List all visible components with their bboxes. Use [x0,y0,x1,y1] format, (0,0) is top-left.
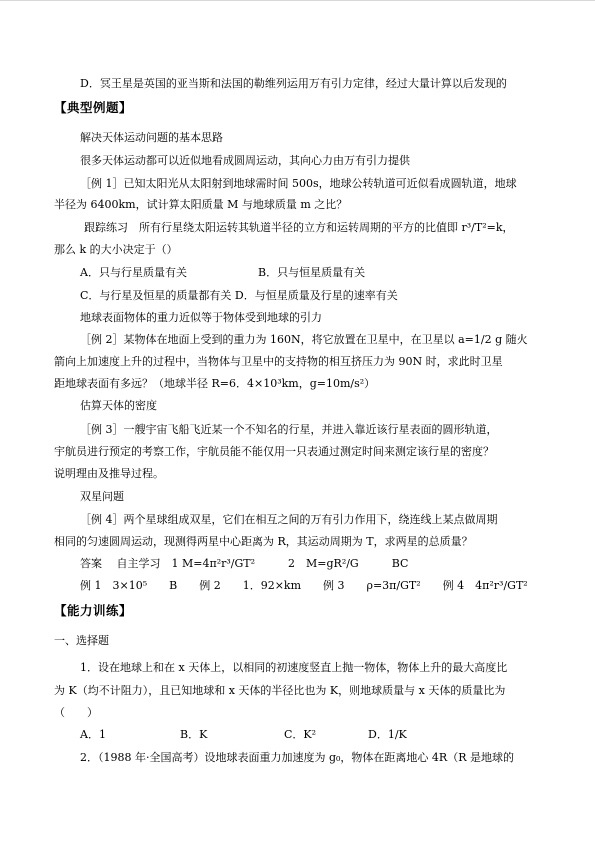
answer-line: 答案 自主学习 1 M=4π²r³/GT² 2 M=gR²/G BC [80,557,409,570]
text-line: 估算天体的密度 [80,399,157,412]
option-b: B．只与恒星质量有关 [258,266,366,279]
text-line: 很多天体运动都可以近似地看成圆周运动，其向心力由万有引力提供 [80,154,410,167]
option-a: A．只与行星质量有关 [80,266,187,279]
q1-option-a: A．1 [80,728,106,741]
question-1-text: 1．设在地球上和在 x 天体上，以相同的初速度竖直上抛一物体，物体上升的最大高度比 [80,661,508,674]
q1-option-c: C．K² [284,728,317,741]
example-2-text: ［例 2］某物体在地面上受到的重力为 160N，将它放置在卫星中，在卫星以 a=1/2 g 随火 [80,333,528,346]
question-2-text: 2．（1988 年·全国高考）设地球表面重力加速度为 g₀，物体在距离地心 4R（R 是地球的 [80,751,514,764]
example-3-text: ［例 3］一艘宇宙飞船飞近某一个不知名的行星，并进入靠近该行星表面的圆形轨道， [80,423,498,436]
text-line: 双星问题 [80,490,124,503]
answer-line: 例 1 3×10⁵ B 例 2 1．92×km 例 3 ρ=3π/GT² 例 4 4π²r³/GT² [80,579,528,592]
example-4-text: ［例 4］两个星球组成双星，它们在相互之间的万有引力作用下，绕连线上某点做周期 [80,513,498,526]
text-line: 地球表面物体的重力近似等于物体受到地球的引力 [80,311,322,324]
question-1-text: 为 K（均不计阻力），且已知地球和 x 天体的半径比也为 K，则地球质量与 x 天体的质量比为 [54,684,506,697]
q1-option-b: B．K [180,728,208,741]
example-3-text: 宇航员进行预定的考察工作，宇航员能不能仅用一只表通过测定时间来测定该行星的密度？ [54,445,494,458]
example-1-text: ［例 1］已知太阳光从太阳射到地球需时间 500s，地球公转轨道可近似看成圆轨道，地球 [80,177,517,190]
text-line: 解决天体运动问题的基本思路 [80,131,223,144]
example-1-text: 半径为 6400km，试计算太阳质量 M 与地球质量 m 之比？ [54,198,348,211]
top-rule [0,0,595,1]
example-2-text: 箭向上加速度上升的过程中，当物体与卫星中的支持物的相互挤压力为 90N 时，求此时卫星 [54,355,503,368]
section-heading-training: 【能力训练】 [54,603,133,618]
text-line: 一、选择题 [54,634,109,647]
practice-text: 跟踪练习 所有行星绕太阳运转其轨道半径的立方和运转周期的平方的比值即 r³/T²=k， [84,221,514,234]
example-2-text: 距地球表面有多远？（地球半径 R=6．4×10³km，g=10m/s²） [54,377,376,390]
q1-option-d: D．1/K [368,728,407,741]
practice-text: 那么 k 的大小决定于（） [54,243,178,256]
option-c-d: C．与行星及恒星的质量都有关 D．与恒星质量及行星的速率有关 [80,289,398,302]
text-line-d-option: D．冥王星是英国的亚当斯和法国的勒维列运用万有引力定律，经过大量计算以后发现的 [80,77,507,90]
example-3-text: 说明理由及推导过程。 [54,467,164,480]
question-1-text: （ ） [54,706,98,719]
example-4-text: 相同的匀速圆周运动，现测得两星中心距离为 R，其运动周期为 T，求两星的总质量？ [54,535,473,548]
section-heading-examples: 【典型例题】 [54,100,133,115]
